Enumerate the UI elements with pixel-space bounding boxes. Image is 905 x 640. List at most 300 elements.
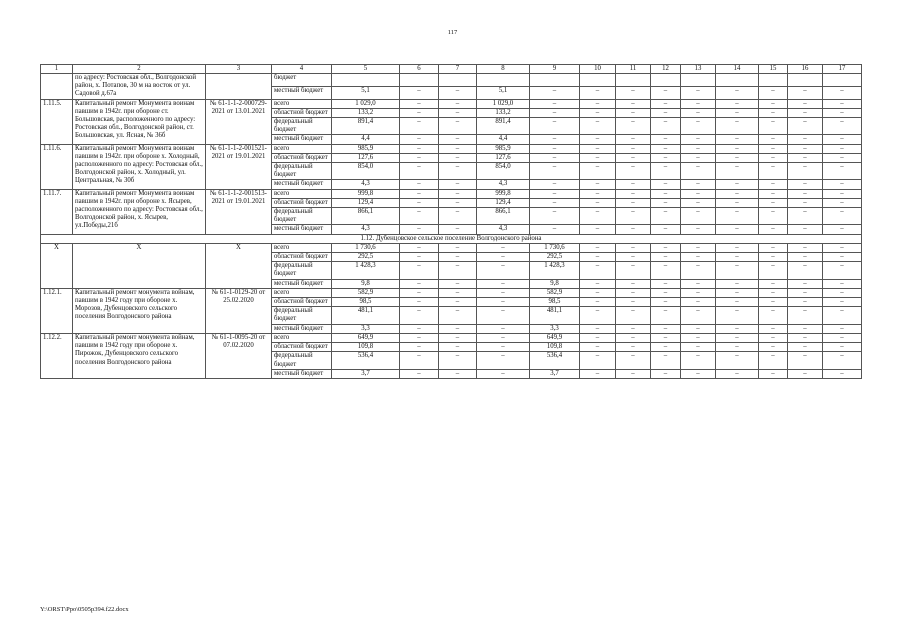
value-col5: 4,3 (332, 225, 400, 234)
value-col12: – (651, 198, 681, 207)
column-header: 3 (206, 65, 272, 74)
value-col7: – (439, 144, 477, 153)
column-header: 7 (439, 65, 477, 74)
item-name: Капитальный ремонт монумента войнам, павшим в 1942 году при обороне х. Пирожок, Дубенцовского сельского поселения Волгодонского района (73, 333, 206, 378)
value-col10: – (580, 298, 616, 307)
value-col13: – (681, 86, 716, 99)
value-col14: – (716, 225, 759, 234)
value-col14: – (716, 298, 759, 307)
value-col16: – (788, 198, 823, 207)
value-col10: – (580, 208, 616, 225)
value-col16: – (788, 279, 823, 288)
value-col11: – (616, 108, 651, 117)
value-col5: 481,1 (332, 307, 400, 324)
value-col12: – (651, 288, 681, 297)
value-col6: – (400, 324, 439, 333)
value-col11: – (616, 288, 651, 297)
value-col9: – (530, 118, 580, 135)
value-col8: – (477, 333, 530, 342)
value-col13: – (681, 324, 716, 333)
value-col15: – (759, 189, 788, 198)
value-col11: – (616, 198, 651, 207)
value-col5: 5,1 (332, 86, 400, 99)
value-col15: – (759, 298, 788, 307)
value-col8: – (477, 262, 530, 279)
value-col10: – (580, 198, 616, 207)
value-col12: – (651, 99, 681, 108)
value-col8: 5,1 (477, 86, 530, 99)
value-col12: – (651, 262, 681, 279)
value-col17: – (823, 163, 862, 180)
value-col11: – (616, 262, 651, 279)
value-col10: – (580, 135, 616, 144)
value-col13: – (681, 307, 716, 324)
value-col11: – (616, 86, 651, 99)
item-number: Х (41, 243, 73, 288)
budget-type: местный бюджет (272, 369, 332, 378)
budget-type: бюджет (272, 74, 332, 87)
value-col7: – (439, 298, 477, 307)
budget-type: областной бюджет (272, 253, 332, 262)
value-col10: – (580, 262, 616, 279)
value-col7: – (439, 253, 477, 262)
value-col13: – (681, 262, 716, 279)
value-col7: – (439, 324, 477, 333)
value-col12: – (651, 324, 681, 333)
value-col14: – (716, 144, 759, 153)
value-col10: – (580, 253, 616, 262)
budget-table (40, 64, 862, 379)
item-name: Капитальный ремонт Монумента воинам павшим в 1942г. при обороне х. Холодный, расположенного по адресу: Ростовская обл., Волгодонской район, х. Холодный, ул. Центральная, № 30б (73, 144, 206, 189)
value-col12: – (651, 298, 681, 307)
value-col17: – (823, 189, 862, 198)
value-col6: – (400, 262, 439, 279)
value-col10: – (580, 343, 616, 352)
value-col13: – (681, 108, 716, 117)
value-col16: – (788, 225, 823, 234)
item-number: 1.12.2. (41, 333, 73, 378)
item-document: Х (206, 243, 272, 288)
value-col17: – (823, 135, 862, 144)
value-col15: – (759, 307, 788, 324)
value-col6: – (400, 253, 439, 262)
value-col9: 1 730,6 (530, 243, 580, 252)
value-col6: – (400, 298, 439, 307)
value-col10: – (580, 144, 616, 153)
value-col15 (759, 74, 788, 87)
value-col12: – (651, 243, 681, 252)
value-col9: 582,9 (530, 288, 580, 297)
value-col12: – (651, 118, 681, 135)
value-col9: – (530, 180, 580, 189)
value-col11: – (616, 225, 651, 234)
value-col8: 866,1 (477, 208, 530, 225)
item-document: № 61-1-1-2-001521-2021 от 19.01.2021 (206, 144, 272, 189)
value-col15: – (759, 86, 788, 99)
item-name: Х (73, 243, 206, 288)
value-col9: – (530, 144, 580, 153)
value-col5: 4,3 (332, 180, 400, 189)
budget-type: областной бюджет (272, 153, 332, 162)
value-col12: – (651, 208, 681, 225)
value-col6: – (400, 333, 439, 342)
value-col6: – (400, 86, 439, 99)
value-col9: – (530, 189, 580, 198)
value-col12: – (651, 369, 681, 378)
value-col7: – (439, 108, 477, 117)
value-col16: – (788, 144, 823, 153)
value-col13: – (681, 135, 716, 144)
budget-type: федеральный бюджет (272, 118, 332, 135)
value-col7: – (439, 279, 477, 288)
value-col5: 1 029,0 (332, 99, 400, 108)
value-col11: – (616, 352, 651, 369)
value-col5: 582,9 (332, 288, 400, 297)
value-col16: – (788, 298, 823, 307)
value-col15: – (759, 198, 788, 207)
table-row (41, 144, 862, 153)
item-document (206, 74, 272, 100)
value-col6: – (400, 118, 439, 135)
value-col6: – (400, 144, 439, 153)
value-col11: – (616, 118, 651, 135)
value-col17: – (823, 343, 862, 352)
value-col15: – (759, 99, 788, 108)
value-col7: – (439, 369, 477, 378)
value-col10: – (580, 118, 616, 135)
value-col10: – (580, 225, 616, 234)
item-number: 1.11.6. (41, 144, 73, 189)
value-col16: – (788, 307, 823, 324)
column-header: 4 (272, 65, 332, 74)
item-name: по адресу: Ростовская обл., Волгодонской район, х. Потапов, 30 м на восток от ул. Садовой д.67а (73, 74, 206, 100)
value-col16: – (788, 99, 823, 108)
value-col12: – (651, 279, 681, 288)
value-col14: – (716, 208, 759, 225)
value-col13: – (681, 333, 716, 342)
column-header: 8 (477, 65, 530, 74)
value-col16 (788, 74, 823, 87)
value-col5: 9,8 (332, 279, 400, 288)
value-col6: – (400, 352, 439, 369)
value-col5: 1 428,3 (332, 262, 400, 279)
value-col13: – (681, 279, 716, 288)
value-col11: – (616, 163, 651, 180)
value-col5: 3,3 (332, 324, 400, 333)
value-col11: – (616, 253, 651, 262)
value-col15: – (759, 118, 788, 135)
table-row (41, 189, 862, 198)
value-col13: – (681, 288, 716, 297)
value-col13: – (681, 144, 716, 153)
value-col5: 866,1 (332, 208, 400, 225)
value-col8: – (477, 369, 530, 378)
value-col12: – (651, 343, 681, 352)
value-col14: – (716, 180, 759, 189)
table-row (41, 288, 862, 297)
value-col6: – (400, 198, 439, 207)
value-col7: – (439, 307, 477, 324)
value-col14: – (716, 99, 759, 108)
value-col15: – (759, 343, 788, 352)
value-col14: – (716, 343, 759, 352)
value-col14: – (716, 135, 759, 144)
value-col14: – (716, 333, 759, 342)
value-col10 (580, 74, 616, 87)
value-col10: – (580, 243, 616, 252)
value-col16: – (788, 180, 823, 189)
item-document: № 61-1-0129-20 от 25.02.2020 (206, 288, 272, 333)
value-col17: – (823, 307, 862, 324)
value-col6: – (400, 163, 439, 180)
column-header: 14 (716, 65, 759, 74)
value-col14: – (716, 352, 759, 369)
value-col17: – (823, 288, 862, 297)
value-col17: – (823, 108, 862, 117)
budget-type: областной бюджет (272, 108, 332, 117)
budget-type: местный бюджет (272, 324, 332, 333)
value-col8: 4,3 (477, 225, 530, 234)
value-col15: – (759, 144, 788, 153)
value-col11: – (616, 298, 651, 307)
value-col8: 4,4 (477, 135, 530, 144)
value-col8: 4,3 (477, 180, 530, 189)
column-header: 15 (759, 65, 788, 74)
value-col17: – (823, 243, 862, 252)
column-header: 10 (580, 65, 616, 74)
column-header: 2 (73, 65, 206, 74)
value-col7: – (439, 163, 477, 180)
budget-type: федеральный бюджет (272, 307, 332, 324)
value-col16: – (788, 153, 823, 162)
item-name: Капитальный ремонт Монумента воинам павшим в 1942г. при обороне х. Ясырев, расположенного по адресу: Ростовская обл., Волгодонской район, х. Ясырев, ул.Победы,21б (73, 189, 206, 234)
value-col17: – (823, 369, 862, 378)
item-name: Капитальный ремонт монумента войнам, павшим в 1942 году при обороне х. Морозов, Дубенцовского сельского поселения Волгодонского района (73, 288, 206, 333)
value-col17: – (823, 352, 862, 369)
value-col13: – (681, 198, 716, 207)
value-col6: – (400, 180, 439, 189)
value-col6: – (400, 108, 439, 117)
value-col17: – (823, 208, 862, 225)
value-col13: – (681, 163, 716, 180)
value-col15: – (759, 352, 788, 369)
value-col6: – (400, 369, 439, 378)
value-col15: – (759, 279, 788, 288)
table-row (41, 74, 862, 87)
value-col10: – (580, 108, 616, 117)
value-col9: 1 428,3 (530, 262, 580, 279)
budget-type: местный бюджет (272, 135, 332, 144)
budget-type: федеральный бюджет (272, 262, 332, 279)
value-col17: – (823, 262, 862, 279)
value-col12: – (651, 108, 681, 117)
value-col6: – (400, 243, 439, 252)
value-col15: – (759, 163, 788, 180)
value-col9: – (530, 208, 580, 225)
value-col5: 891,4 (332, 118, 400, 135)
value-col9: – (530, 198, 580, 207)
value-col14: – (716, 198, 759, 207)
value-col7: – (439, 135, 477, 144)
value-col16: – (788, 333, 823, 342)
value-col15: – (759, 253, 788, 262)
value-col13: – (681, 208, 716, 225)
value-col15: – (759, 153, 788, 162)
value-col16: – (788, 135, 823, 144)
value-col7: – (439, 86, 477, 99)
value-col5: 98,5 (332, 298, 400, 307)
value-col10: – (580, 352, 616, 369)
value-col8: – (477, 324, 530, 333)
value-col9: 3,3 (530, 324, 580, 333)
value-col9: – (530, 135, 580, 144)
budget-type: местный бюджет (272, 225, 332, 234)
value-col11: – (616, 343, 651, 352)
value-col10: – (580, 333, 616, 342)
value-col11 (616, 74, 651, 87)
value-col6: – (400, 279, 439, 288)
budget-type: всего (272, 144, 332, 153)
value-col13 (681, 74, 716, 87)
value-col17: – (823, 86, 862, 99)
value-col5: 4,4 (332, 135, 400, 144)
value-col5: 1 730,6 (332, 243, 400, 252)
table-row (41, 333, 862, 342)
column-header: 11 (616, 65, 651, 74)
value-col17: – (823, 118, 862, 135)
value-col5: 129,4 (332, 198, 400, 207)
value-col13: – (681, 153, 716, 162)
value-col16: – (788, 288, 823, 297)
value-col15: – (759, 208, 788, 225)
value-col14: – (716, 243, 759, 252)
item-document: № 61-1-0095-20 от 07.02.2020 (206, 333, 272, 378)
value-col9: 292,5 (530, 253, 580, 262)
value-col7: – (439, 208, 477, 225)
value-col14: – (716, 118, 759, 135)
value-col9: 649,9 (530, 333, 580, 342)
value-col11: – (616, 324, 651, 333)
value-col14: – (716, 108, 759, 117)
item-number: 1.11.7. (41, 189, 73, 234)
value-col16: – (788, 352, 823, 369)
value-col14: – (716, 253, 759, 262)
value-col13: – (681, 189, 716, 198)
value-col8: – (477, 298, 530, 307)
value-col11: – (616, 307, 651, 324)
value-col13: – (681, 99, 716, 108)
value-col13: – (681, 298, 716, 307)
value-col7: – (439, 288, 477, 297)
table-row (41, 99, 862, 108)
value-col13: – (681, 343, 716, 352)
value-col6: – (400, 153, 439, 162)
budget-type: местный бюджет (272, 180, 332, 189)
value-col14: – (716, 288, 759, 297)
value-col9: – (530, 225, 580, 234)
value-col17: – (823, 198, 862, 207)
value-col17: – (823, 153, 862, 162)
value-col12: – (651, 253, 681, 262)
item-number: 1.11.5. (41, 99, 73, 144)
value-col6 (400, 74, 439, 87)
value-col8: – (477, 253, 530, 262)
value-col17: – (823, 324, 862, 333)
value-col14: – (716, 189, 759, 198)
value-col11: – (616, 135, 651, 144)
value-col5: 985,9 (332, 144, 400, 153)
value-col6: – (400, 99, 439, 108)
value-col8 (477, 74, 530, 87)
value-col11: – (616, 144, 651, 153)
value-col9: – (530, 99, 580, 108)
column-header: 17 (823, 65, 862, 74)
value-col12: – (651, 225, 681, 234)
value-col16: – (788, 253, 823, 262)
value-col13: – (681, 225, 716, 234)
value-col10: – (580, 99, 616, 108)
value-col9: – (530, 108, 580, 117)
value-col8: 129,4 (477, 198, 530, 207)
value-col15: – (759, 369, 788, 378)
value-col7: – (439, 198, 477, 207)
value-col14: – (716, 307, 759, 324)
value-col16: – (788, 163, 823, 180)
value-col11: – (616, 208, 651, 225)
value-col12: – (651, 135, 681, 144)
value-col14: – (716, 369, 759, 378)
value-col12: – (651, 333, 681, 342)
value-col8: 127,6 (477, 153, 530, 162)
budget-type: областной бюджет (272, 198, 332, 207)
column-header-row (41, 65, 862, 74)
item-name: Капитальный ремонт Монумента воинам павшим в 1942г. при обороне ст. Большовская, расположенного по адресу: Ростовская обл., Волгодонской район, ст. Большовская, ул. Ясная, № 36б (73, 99, 206, 144)
value-col7: – (439, 262, 477, 279)
value-col7: – (439, 189, 477, 198)
value-col5: 292,5 (332, 253, 400, 262)
budget-type: областной бюджет (272, 298, 332, 307)
budget-type: всего (272, 99, 332, 108)
value-col17: – (823, 253, 862, 262)
footer-file-path: Y:\ORST\Ppo\0505p394.f22.docx (40, 606, 129, 613)
value-col17: – (823, 333, 862, 342)
value-col9: 481,1 (530, 307, 580, 324)
value-col14: – (716, 86, 759, 99)
value-col13: – (681, 243, 716, 252)
value-col14: – (716, 279, 759, 288)
section-header-row (41, 234, 862, 243)
value-col11: – (616, 279, 651, 288)
value-col16: – (788, 324, 823, 333)
value-col7: – (439, 153, 477, 162)
value-col13: – (681, 253, 716, 262)
value-col7: – (439, 343, 477, 352)
value-col10: – (580, 180, 616, 189)
budget-type: местный бюджет (272, 279, 332, 288)
section-title: 1.12. Дубенцовское сельское поселение Волгодонского района (41, 234, 862, 243)
value-col11: – (616, 243, 651, 252)
value-col9: 109,8 (530, 343, 580, 352)
value-col17: – (823, 279, 862, 288)
value-col5: 854,0 (332, 163, 400, 180)
value-col14: – (716, 262, 759, 279)
value-col5: 536,4 (332, 352, 400, 369)
value-col10: – (580, 324, 616, 333)
value-col7: – (439, 99, 477, 108)
value-col11: – (616, 333, 651, 342)
value-col7: – (439, 243, 477, 252)
value-col14: – (716, 163, 759, 180)
